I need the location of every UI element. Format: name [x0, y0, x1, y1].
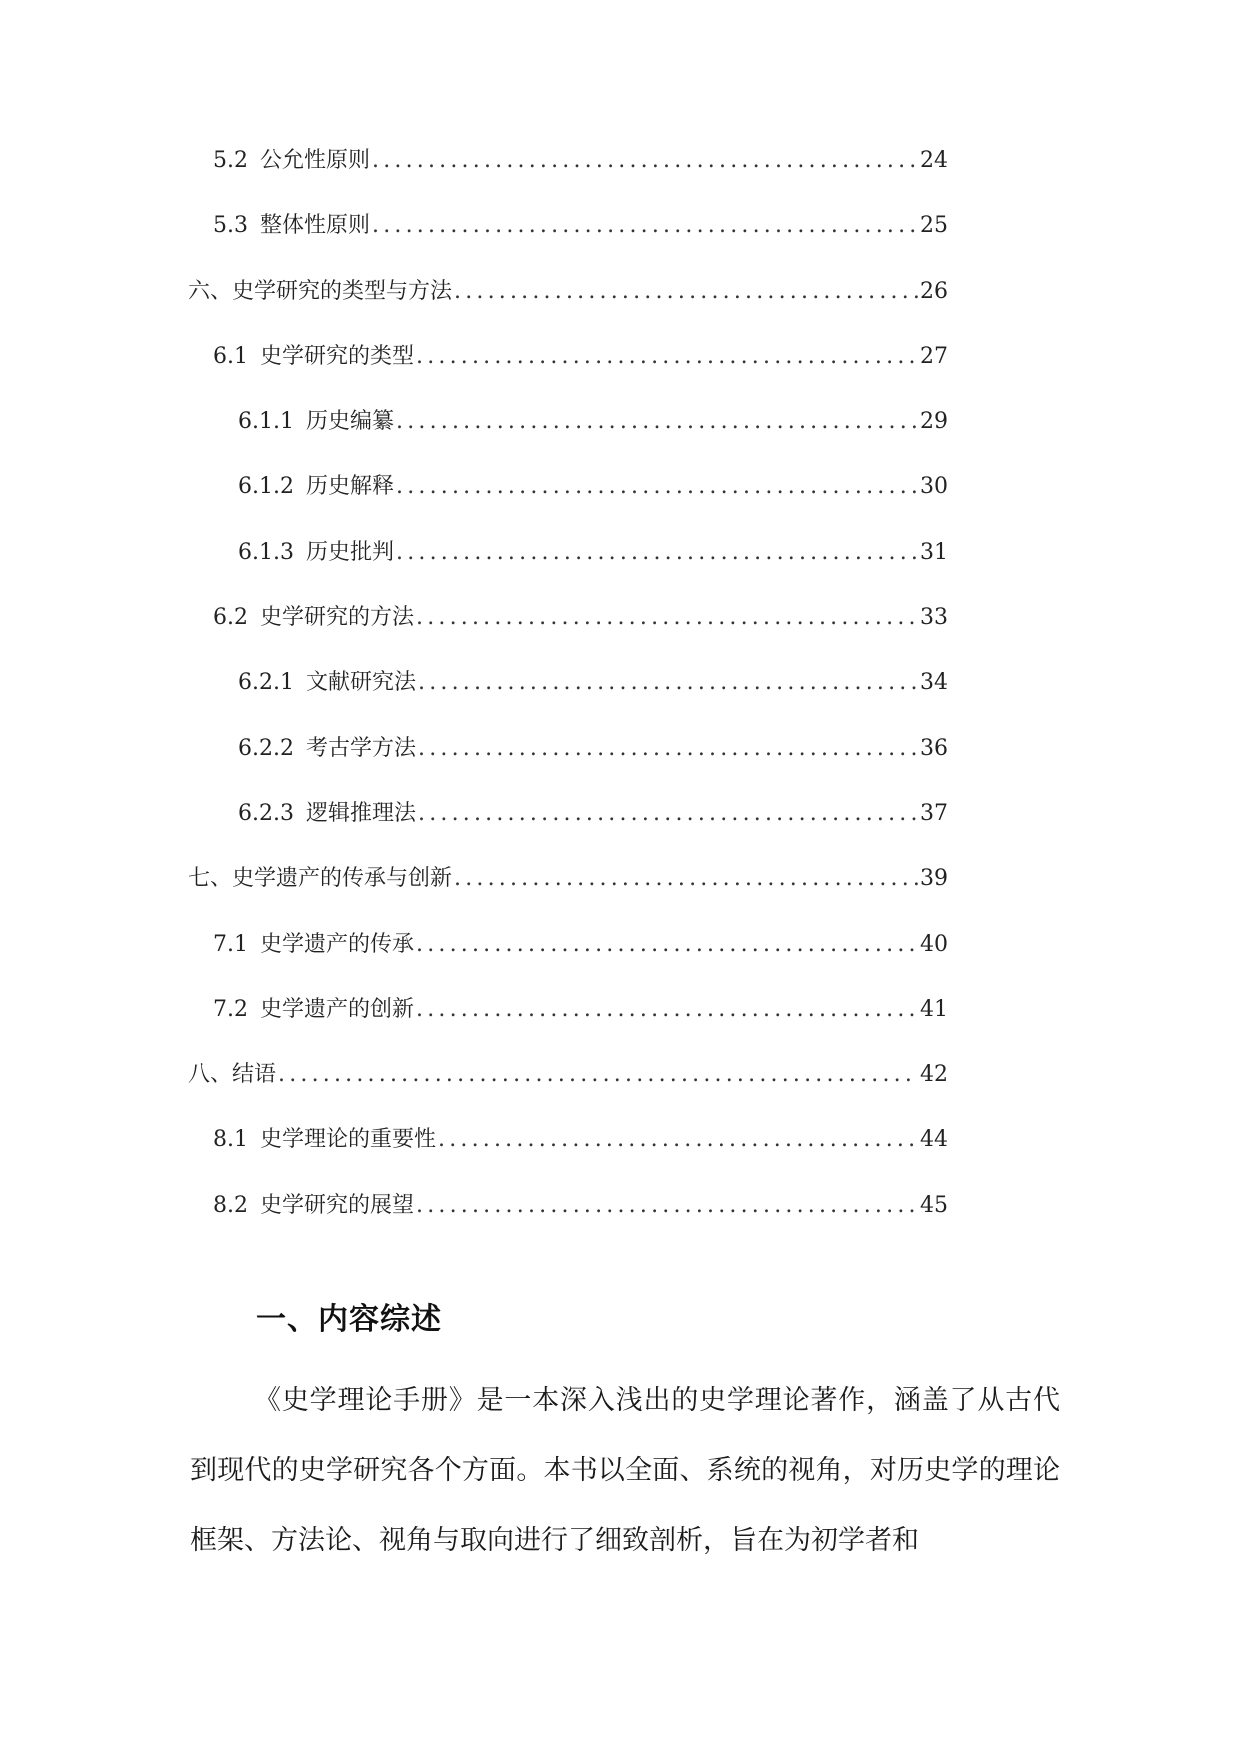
toc-dot-leader	[278, 1060, 918, 1090]
toc-dot-leader	[454, 864, 918, 894]
toc-entry[interactable]	[188, 1060, 948, 1125]
toc-entry-label	[213, 930, 414, 960]
toc-entry-page: 30	[920, 474, 948, 500]
toc-entry-title: 史学研究的方法	[260, 605, 415, 631]
toc-entry-label	[213, 603, 414, 633]
toc-entry-title: 史学研究的展望	[260, 1192, 415, 1218]
toc-entry-page: 33	[920, 605, 948, 631]
toc-entry-title: 整体性原则	[260, 213, 371, 239]
toc-entry-number: 7.2	[213, 996, 248, 1022]
toc-entry-number: 6.1.3	[238, 539, 294, 565]
toc-entry-title: 七、史学遗产的传承与创新	[188, 866, 453, 892]
toc-entry-page: 41	[920, 996, 948, 1022]
toc-entry-page: 45	[920, 1192, 948, 1218]
toc-entry-title: 历史解释	[305, 474, 394, 500]
toc-entry-label	[213, 342, 414, 372]
toc-entry-label	[188, 864, 452, 894]
toc-entry[interactable]	[188, 407, 948, 472]
toc-entry[interactable]	[188, 1125, 948, 1190]
toc-entry-title: 史学理论的重要性	[260, 1127, 437, 1153]
toc-entry[interactable]	[188, 342, 948, 407]
toc-entry-page: 29	[920, 409, 948, 435]
toc-entry[interactable]	[188, 799, 948, 864]
toc-entry-number: 7.1	[213, 931, 248, 957]
body-paragraph: 《史学理论手册》是一本深入浅出的史学理论著作，涵盖了从古代到现代的史学研究各个方面。本书以全面、系统的视角，对历史学的理论框架、方法论、视角与取向进行了细致剖析，旨在为初学者和	[190, 1385, 1060, 1556]
toc-dot-leader	[396, 407, 918, 437]
toc-dot-leader	[416, 1191, 918, 1221]
toc-entry-number: 6.1	[213, 343, 248, 369]
toc-entry[interactable]	[188, 472, 948, 537]
toc-entry-page: 42	[920, 1062, 948, 1088]
toc-entry[interactable]	[188, 995, 948, 1060]
toc-entry-page: 37	[920, 800, 948, 826]
table-of-contents	[188, 146, 948, 1256]
toc-dot-leader	[416, 930, 918, 960]
toc-entry[interactable]	[188, 146, 948, 211]
toc-entry-label	[188, 1060, 276, 1090]
toc-entry-label	[213, 211, 370, 241]
toc-entry-title: 公允性原则	[260, 148, 371, 173]
toc-dot-leader	[454, 277, 918, 307]
toc-entry-page: 44	[920, 1127, 948, 1153]
toc-entry-title: 历史批判	[305, 539, 394, 565]
toc-entry-number: 8.1	[213, 1127, 248, 1153]
toc-entry-page: 27	[920, 343, 948, 369]
toc-dot-leader	[372, 146, 918, 176]
toc-entry-label	[238, 799, 416, 829]
toc-entry-number: 5.3	[213, 213, 248, 239]
toc-entry-number: 6.2.3	[238, 800, 294, 826]
toc-entry-label	[238, 407, 394, 437]
toc-entry-title: 考古学方法	[305, 735, 416, 761]
toc-entry[interactable]	[188, 211, 948, 276]
toc-entry-page: 34	[920, 670, 948, 696]
toc-entry-number: 6.2.1	[238, 670, 294, 696]
toc-entry-number: 6.2	[213, 605, 248, 631]
toc-entry-title: 逻辑推理法	[305, 800, 416, 826]
toc-entry[interactable]	[188, 277, 948, 342]
toc-entry-label	[213, 1125, 436, 1155]
toc-entry-number: 6.2.2	[238, 735, 294, 761]
toc-entry[interactable]	[188, 603, 948, 668]
toc-entry-title: 八、结语	[188, 1062, 277, 1088]
toc-dot-leader	[416, 342, 918, 372]
toc-entry[interactable]	[188, 1191, 948, 1256]
toc-entry-title: 史学遗产的创新	[260, 996, 415, 1022]
toc-entry-label	[188, 277, 452, 307]
toc-entry[interactable]	[188, 930, 948, 995]
toc-dot-leader	[396, 472, 918, 502]
toc-entry-title: 文献研究法	[305, 670, 416, 696]
toc-entry-page: 39	[920, 866, 948, 892]
toc-dot-leader	[418, 668, 918, 698]
toc-entry-page: 26	[920, 278, 948, 304]
toc-entry[interactable]	[188, 668, 948, 733]
section-heading: 一、内容综述	[256, 1302, 442, 1337]
toc-entry-label	[213, 995, 414, 1025]
toc-entry-page: 36	[920, 735, 948, 761]
toc-dot-leader	[418, 799, 918, 829]
toc-entry-label	[213, 1191, 414, 1221]
toc-dot-leader	[396, 538, 918, 568]
toc-entry-number: 5.2	[213, 148, 248, 173]
toc-entry-label	[238, 734, 416, 764]
toc-dot-leader	[372, 211, 918, 241]
toc-dot-leader	[438, 1125, 918, 1155]
toc-entry-label	[238, 668, 416, 698]
toc-dot-leader	[418, 734, 918, 764]
toc-entry[interactable]	[188, 734, 948, 799]
toc-entry-title: 六、史学研究的类型与方法	[188, 278, 453, 304]
toc-entry-page: 25	[920, 213, 948, 239]
toc-dot-leader	[416, 995, 918, 1025]
toc-dot-leader	[416, 603, 918, 633]
toc-entry-label	[213, 146, 370, 176]
toc-entry-title: 史学遗产的传承	[260, 931, 415, 957]
toc-entry-label	[238, 538, 394, 568]
toc-entry-label	[238, 472, 394, 502]
toc-entry-number: 6.1.2	[238, 474, 294, 500]
toc-entry-number: 6.1.1	[238, 409, 294, 435]
toc-entry-page: 24	[920, 148, 948, 173]
toc-entry-number: 8.2	[213, 1192, 248, 1218]
toc-entry[interactable]	[188, 864, 948, 929]
toc-entry-title: 历史编纂	[305, 409, 394, 435]
toc-entry-page: 40	[920, 931, 948, 957]
toc-entry-page: 31	[920, 539, 948, 565]
toc-entry[interactable]	[188, 538, 948, 603]
toc-entry-title: 史学研究的类型	[260, 343, 415, 369]
